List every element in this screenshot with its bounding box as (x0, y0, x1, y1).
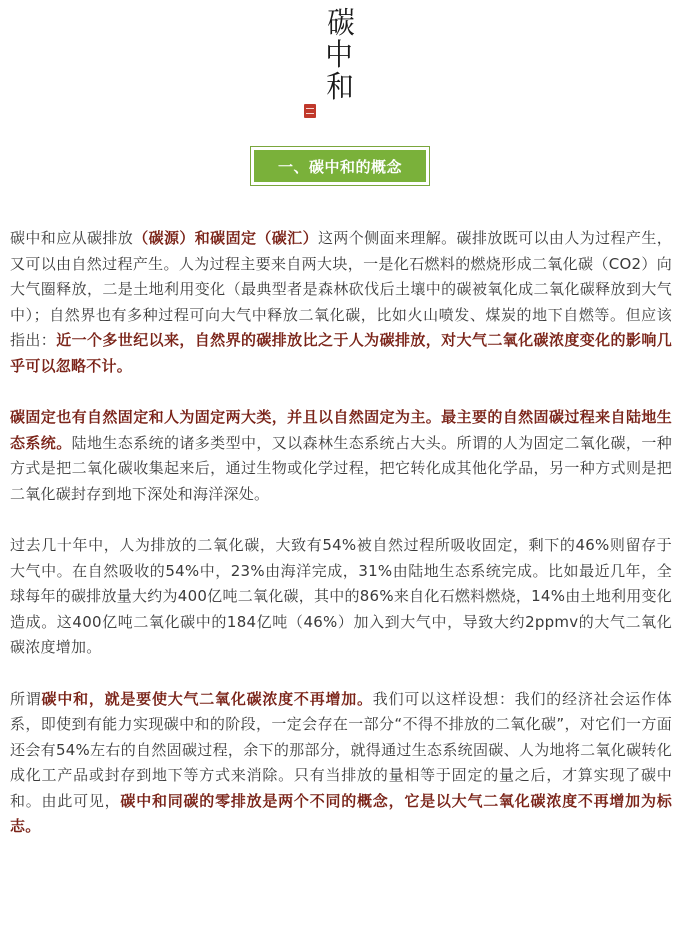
p4-text-1: 所谓 (10, 689, 42, 708)
p1-highlight-2: 近一个多世纪以来，自然界的碳排放比之于人为碳排放，对大气二氧化碳浓度变化的影响几乎可以忽略不计。 (10, 331, 672, 375)
title-char-1: 碳 (327, 6, 355, 41)
section-header (250, 146, 430, 186)
paragraph-2 (10, 405, 672, 507)
article-body (10, 226, 672, 866)
p1-highlight-1: （碳源）和碳固定（碳汇） (133, 229, 318, 247)
title-char-3: 和 (326, 70, 354, 105)
p4-highlight-2: 碳中和同碳的零排放是两个不同的概念，它是以大气二氧化碳浓度不再增加为标志。 (10, 791, 672, 835)
p2-highlight-1: 碳固定也有自然固定和人为固定两大类，并且以自然固定为主。最主要的自然固碳过程来自陆地生态系统。 (10, 408, 672, 452)
p4-text-2: 我们可以这样设想：我们的经济社会运作体系，即使到有能力实现碳中和的阶段，一定会存在一部分“不得不排放的二氧化碳”，对它们一方面还会有54%左右的自然固碳过程，余下的那部分，就得通过生态系统固碳、人为地将二氧化碳转化成化工产品或封存到地下等方式来消除。只有当排放的量相等于固定的量之后，才算实现了碳中和。由此可见， (10, 689, 672, 810)
calligraphy-title (300, 8, 380, 104)
p3-text-1: 过去几十年中，人为排放的二氧化碳，大致有54%被自然过程所吸收固定，剩下的46%则留存于大气中。在自然吸收的54%中，23%由海洋完成，31%由陆地生态系统完成。比如最近几年，全球每年的碳排放量大约为400亿吨二氧化碳，其中的86%来自化石燃料燃烧，14%由土地利用变化造成。这400亿吨二氧化碳中的184亿吨（46%）加入到大气中，导致大约2ppmv的大气二氧化碳浓度增加。 (10, 536, 672, 656)
red-seal-stamp-icon (304, 104, 316, 118)
p2-text-1: 陆地生态系统的诸多类型中，又以森林生态系统占大头。所谓的人为固定二氧化碳，一种方式是把二氧化碳收集起来后，通过生物或化学过程，把它转化成其他化学品，另一种方式则是把二氧化碳封存到地下深处和海洋深处。 (10, 433, 672, 503)
paragraph-3 (10, 533, 672, 661)
section-header-label: 一、碳中和的概念 (254, 150, 426, 182)
title-char-2: 中 (325, 38, 353, 73)
p4-highlight-1: 碳中和，就是要使大气二氧化碳浓度不再增加。 (41, 689, 373, 708)
p1-text-1: 碳中和应从碳排放 (10, 229, 134, 247)
p1-text-2: 这两个侧面来理解。碳排放既可以由人为过程产生，又可以由自然过程产生。人为过程主要来自两大块，一是化石燃料的燃烧形成二氧化碳（CO2）向大气圈释放，二是土地利用变化（最典型者是森林砍伐后土壤中的碳被氧化成二氧化碳释放到大气中）；自然界也有多种过程可向大气中释放二氧化碳，比如火山喷发、煤炭的地下自燃等。但应该指出： (10, 229, 672, 349)
paragraph-4 (10, 687, 672, 840)
paragraph-1 (10, 226, 672, 379)
